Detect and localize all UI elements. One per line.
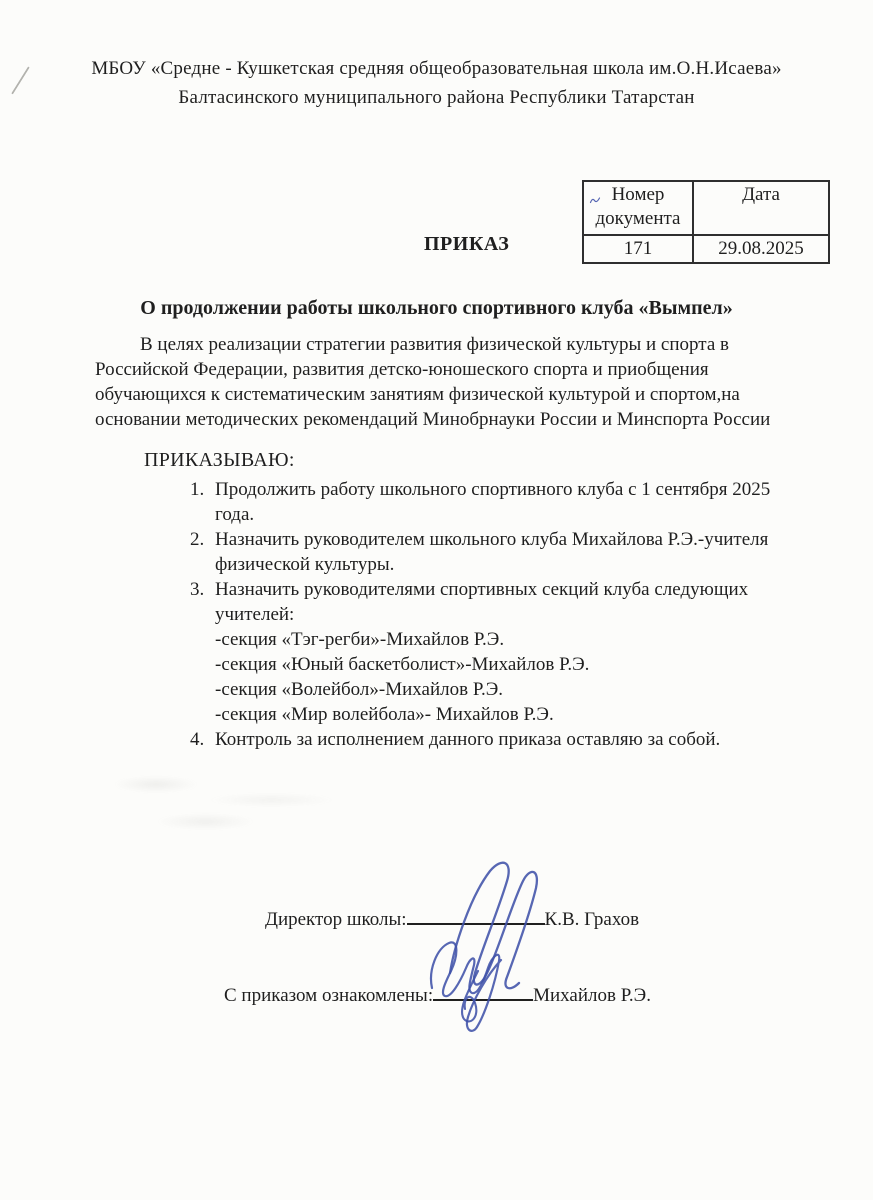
- list-item: [190, 577, 815, 627]
- document-header: [0, 54, 873, 112]
- list-item: [190, 527, 815, 577]
- item-number: 1.: [190, 479, 205, 500]
- section-line: -секция «Мир волейбола»- Михайлов Р.Э.: [215, 704, 554, 725]
- decree-label: ПРИКАЗЫВАЮ:: [144, 449, 295, 471]
- item-text: Назначить руководителем школьного клуба Михайлова Р.Э.-учителя физической культуры.: [215, 529, 769, 575]
- document-date-cell: 29.08.2025: [693, 235, 829, 263]
- district-line: Балтасинского муниципального района Республики Татарстан: [178, 87, 695, 108]
- director-signature-row: [265, 907, 639, 932]
- document-number-cell: 171: [583, 235, 693, 263]
- table-header-row: [583, 181, 829, 235]
- acknowledged-name: Михайлов Р.Э.: [533, 985, 651, 1006]
- document-info-table: [582, 180, 830, 264]
- order-items-list: [190, 477, 815, 752]
- section-line: -секция «Тэг-регби»-Михайлов Р.Э.: [215, 629, 505, 650]
- section-line: -секция «Юный баскетболист»-Михайлов Р.Э.: [215, 654, 590, 675]
- item-text: Контроль за исполнением данного приказа оставляю за собой.: [215, 729, 721, 750]
- list-item: [190, 727, 815, 752]
- director-name: К.В. Грахов: [544, 909, 640, 930]
- order-subject: О продолжении работы школьного спортивного клуба «Вымпел»: [140, 297, 733, 319]
- acknowledged-label: С приказом ознакомлены:: [224, 985, 434, 1006]
- preamble-paragraph: В целях реализации стратегии развития физической культуры и спорта в Российской Федерации, развития детско-юношеского спорта и приобщения обучающихся к систематическим занятиям физической культурой и спортом,на основании методических рекомендаций Минобрнауки России и Минспорта России: [95, 334, 771, 430]
- item-text: Назначить руководителями спортивных секций клуба следующих учителей:: [215, 579, 749, 625]
- signature-line: [407, 923, 545, 925]
- order-title: ПРИКАЗ: [424, 233, 510, 255]
- number-header-cell: Номер документа: [583, 181, 693, 235]
- item-number: 4.: [190, 729, 205, 750]
- item-number: 3.: [190, 579, 205, 600]
- item-text: Продолжить работу школьного спортивного клуба с 1 сентября 2025 года.: [215, 479, 771, 525]
- date-header-cell: Дата: [693, 181, 829, 235]
- school-name-line: МБОУ «Средне - Кушкетская средняя общеобразовательная школа им.О.Н.Исаева»: [91, 58, 782, 79]
- table-value-row: [583, 235, 829, 263]
- acknowledged-signature-row: [224, 983, 651, 1008]
- signature-line: [433, 999, 533, 1001]
- list-item: [190, 477, 815, 527]
- item-number: 2.: [190, 529, 205, 550]
- section-line: -секция «Волейбол»-Михайлов Р.Э.: [215, 679, 504, 700]
- scan-bleedthrough-smudge: [90, 772, 420, 834]
- director-label: Директор школы:: [265, 909, 407, 930]
